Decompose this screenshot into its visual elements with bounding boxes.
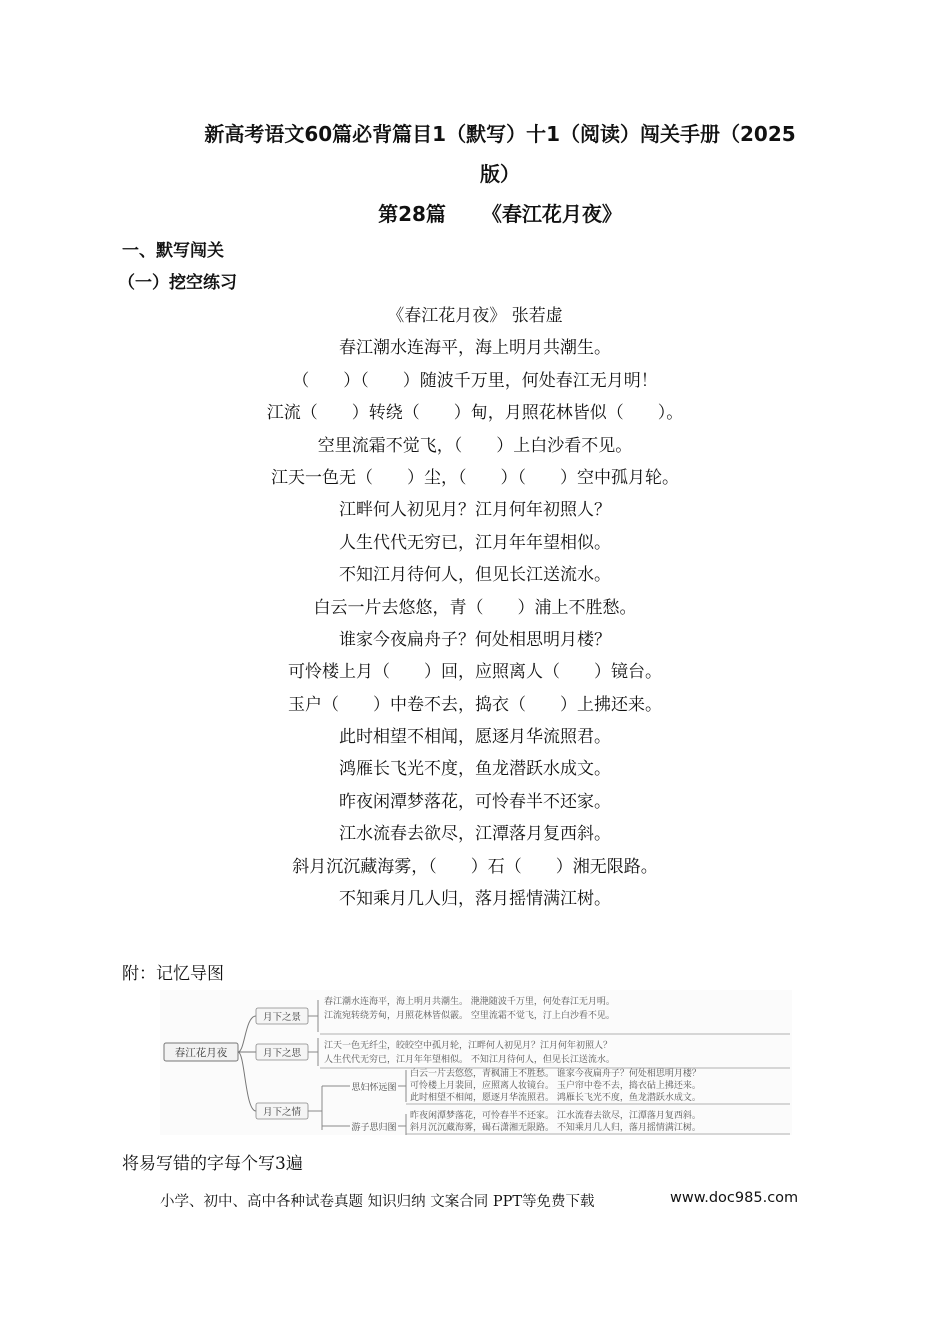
- mindmap-sub-wife: 思妇怀远图: [351, 1083, 397, 1093]
- mindmap-sub-traveler: 游子思归图: [351, 1123, 397, 1133]
- section-heading: 一、默写闯关: [122, 241, 224, 261]
- mindmap-text: 江天一色无纤尘，皎皎空中孤月轮，江畔何人初见月？江月何年初照人？: [324, 1041, 613, 1051]
- mindmap-text: 可怜楼上月裴回，应照离人妆镜台。 玉户帘中卷不去，捣衣砧上拂还来。: [410, 1081, 701, 1091]
- poem-line: 不知江月待何人，但见长江送流水。: [339, 565, 611, 586]
- poem-line: 江天一色无（ ）尘，（ ）（ ）空中孤月轮。: [271, 467, 679, 488]
- mindmap-text: 此时相望不相闻，愿逐月华流照君。 鸿雁长飞光不度，鱼龙潜跃水成文。: [410, 1093, 701, 1103]
- document-title: 新高考语文60篇必背篇目1（默写）十1（阅读）闯关手册（2025: [204, 122, 796, 146]
- mindmap-text: 白云一片去悠悠，青枫浦上不胜愁。 谁家今夜扁舟子？何处相思明月楼？: [410, 1069, 701, 1079]
- poem-line: 江水流春去欲尽，江潭落月复西斜。: [339, 824, 611, 845]
- appendix-label: 附：记忆导图: [122, 964, 224, 984]
- mindmap-text: 斜月沉沉藏海雾，碣石潇湘无限路。 不知乘月几人归，落月摇情满江树。: [410, 1123, 701, 1133]
- memory-mindmap: [160, 990, 792, 1135]
- poem-line: 玉户（ ）中卷不去，捣衣（ ）上拂还来。: [288, 694, 662, 715]
- poem-line: 可怜楼上月（ ）回，应照离人（ ）镜台。: [288, 662, 662, 683]
- poem-line: 昨夜闲潭梦落花，可怜春半不还家。: [339, 791, 611, 812]
- poem-heading: 《春江花月夜》 张若虚: [387, 306, 563, 326]
- mindmap-text: 江流宛转绕芳甸，月照花林皆似霰。 空里流霜不觉飞，汀上白沙看不见。: [324, 1011, 615, 1021]
- mindmap-text: 昨夜闲潭梦落花，可怜春半不还家。 江水流春去欲尽，江潭落月复西斜。: [410, 1111, 701, 1121]
- poem-line: 斜月沉沉藏海雾，（ ）石（ ）湘无限路。: [292, 856, 658, 877]
- mindmap-branch-thought: 月下之思: [262, 1048, 302, 1059]
- poem-block: [0, 300, 950, 915]
- mindmap-branch-emotion: 月下之情: [262, 1107, 302, 1118]
- chapter-title: 《春江花月夜》: [481, 202, 622, 226]
- poem-line: 不知乘月几人归，落月摇情满江树。: [339, 889, 611, 910]
- poem-line: 江流（ ）转绕（ ）甸，月照花林皆似（ ）。: [266, 403, 684, 424]
- poem-line: 鸿雁长飞光不度，鱼龙潜跃水成文。: [339, 759, 611, 780]
- mindmap-branch-scene: 月下之景: [262, 1012, 302, 1023]
- footer-text: 小学、初中、高中各种试卷真题 知识归纳 文案合同 PPT等免费下载: [160, 1194, 595, 1210]
- mindmap-root: 春江花月夜: [174, 1047, 228, 1059]
- chapter-label: 第28篇: [378, 202, 446, 226]
- chapter-heading: [120, 198, 880, 227]
- mindmap-text: 春江潮水连海平，海上明月共潮生。 滟滟随波千万里，何处春江无月明。: [324, 997, 615, 1007]
- poem-line: 春江潮水连海平，海上明月共潮生。: [339, 338, 611, 359]
- mindmap-text: 人生代代无穷已，江月年年望相似。 不知江月待何人，但见长江送流水。: [324, 1055, 615, 1065]
- poem-line: （ ）（ ）随波千万里，何处春江无月明！: [292, 370, 658, 391]
- poem-line: 谁家今夜扁舟子？何处相思明月楼？: [339, 629, 611, 650]
- poem-line: 人生代代无穷已，江月年年望相似。: [339, 532, 611, 553]
- footer-url[interactable]: www.doc985.com: [670, 1190, 799, 1206]
- poem-line: 江畔何人初见月？江月何年初照人？: [339, 500, 611, 521]
- poem-line: 白云一片去悠悠，青（ ）浦上不胜愁。: [313, 597, 637, 618]
- poem-line: 此时相望不相闻，愿逐月华流照君。: [339, 727, 611, 748]
- poem-line: 空里流霜不觉飞，（ ）上白沙看不见。: [317, 435, 633, 456]
- subsection-heading: （一）挖空练习: [118, 273, 237, 293]
- document-title-continued: 版）: [480, 162, 520, 186]
- practice-note: 将易写错的字每个写3遍: [122, 1154, 303, 1174]
